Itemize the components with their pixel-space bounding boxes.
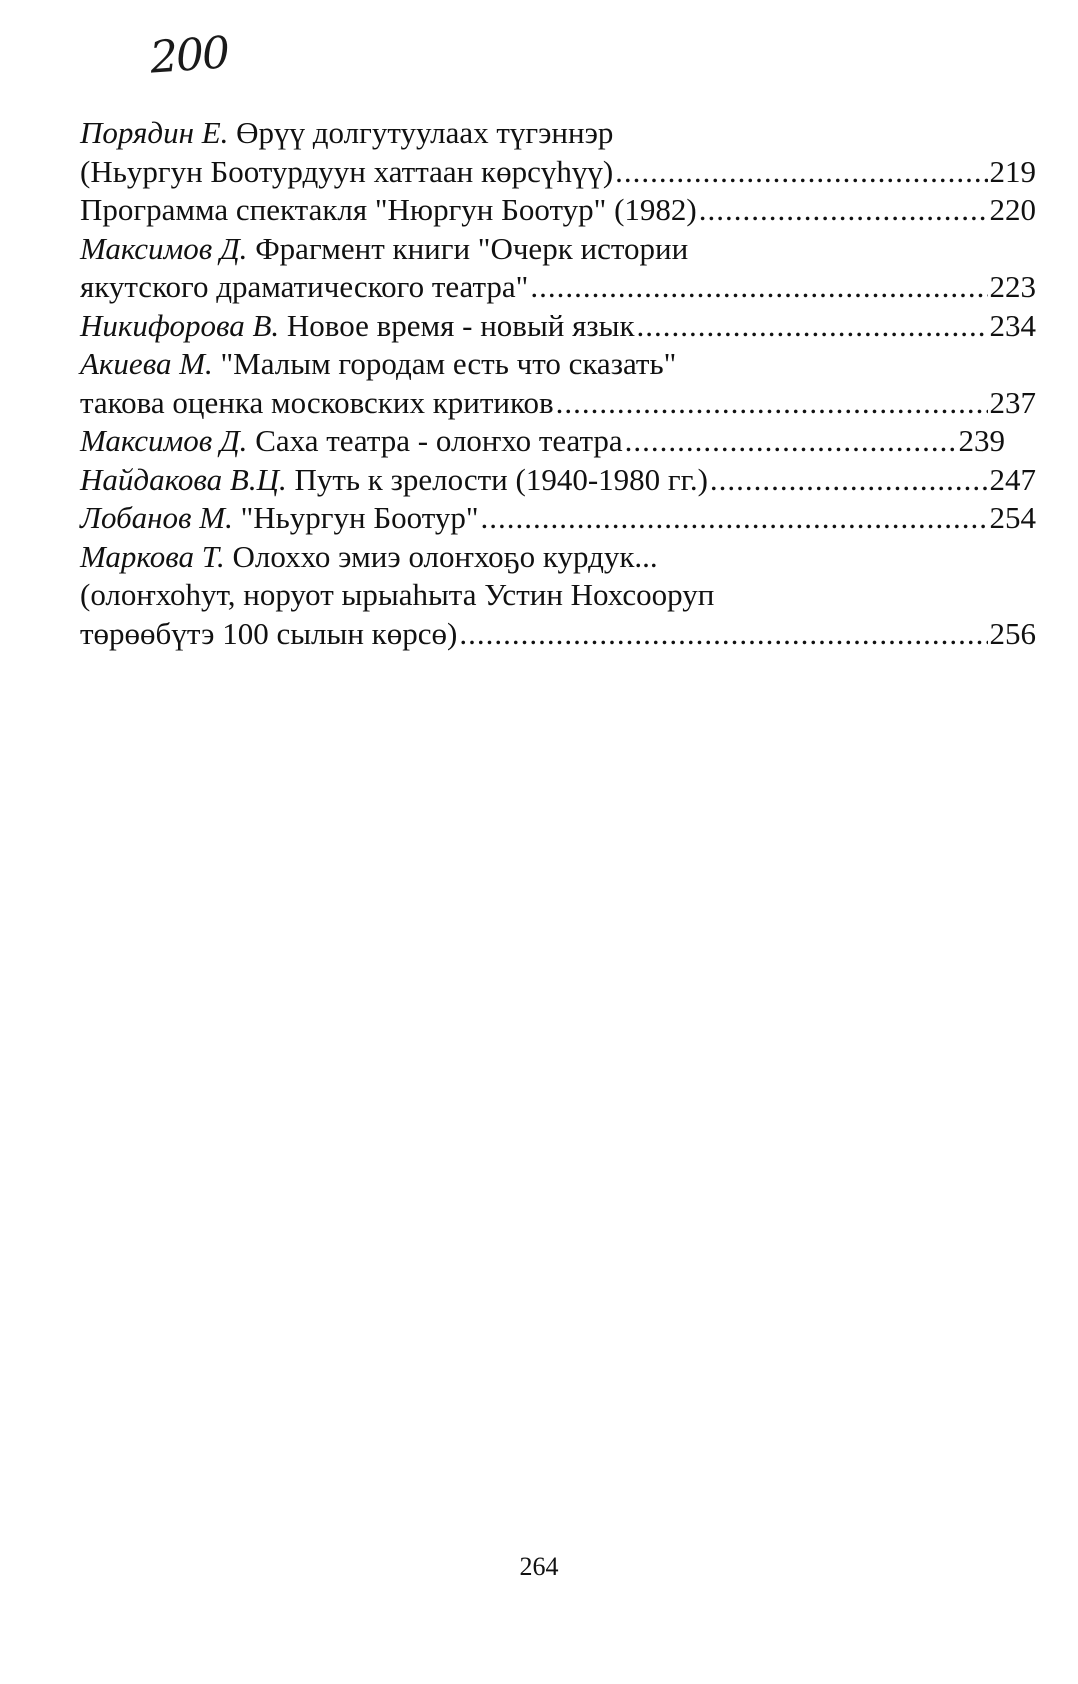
entry-title-line: Путь к зрелости (1940-1980 гг.) (294, 461, 708, 497)
toc-entry (80, 461, 1036, 500)
entry-author: Никифорова В. (80, 307, 280, 343)
toc-entry (80, 114, 1036, 191)
entry-page-number: 256 (989, 615, 1036, 651)
entry-page-number: 234 (989, 307, 1036, 343)
entry-author: Акиева М. (80, 346, 213, 381)
entry-page-number: 223 (989, 269, 1036, 304)
entry-page-number: 220 (989, 192, 1036, 227)
dot-leader (710, 461, 988, 500)
entry-page-number: 237 (989, 384, 1036, 420)
dot-leader (625, 422, 957, 461)
entry-title-line: Программа спектакля "Нюргун Боотур" (1982) (80, 192, 697, 227)
dot-leader (615, 153, 987, 192)
entry-title-line: (Ньургун Боотурдуун хаттаан көрсүһүү) (80, 153, 614, 189)
entry-page-number: 247 (989, 461, 1036, 497)
toc-entry (80, 422, 1036, 461)
toc-entry (80, 191, 1036, 230)
dot-leader (530, 268, 987, 307)
toc-entry (80, 499, 1036, 538)
toc-entry (80, 345, 1036, 422)
entry-title-line: Саха театра - олоҥхо театра (255, 423, 623, 458)
dot-leader (459, 615, 987, 654)
entry-author: Максимов Д. (80, 230, 248, 266)
toc-entry (80, 538, 1036, 654)
entry-title-line: якутского драматического театра" (80, 269, 529, 304)
dot-leader (699, 191, 988, 230)
entry-author: Максимов Д. (80, 423, 248, 458)
table-of-contents (80, 114, 1036, 653)
entry-title-line: (олоҥхоһут, норуот ырыаһыта Устин Нохсооруп (80, 577, 715, 612)
entry-author: Маркова Т. (80, 538, 225, 574)
toc-entry (80, 307, 1036, 346)
entry-author: Лобанов М. (80, 500, 233, 535)
dot-leader (556, 384, 988, 423)
toc-entry (80, 230, 1036, 307)
dot-leader (637, 307, 988, 346)
entry-title-line: "Ньургун Боотур" (240, 500, 479, 535)
entry-page-number: 254 (989, 500, 1036, 535)
entry-page-number: 239 (958, 423, 1005, 458)
page-number: 264 (519, 1552, 559, 1581)
entry-author: Найдакова В.Ц. (80, 461, 287, 497)
entry-title-line: такова оценка московских критиков (80, 384, 554, 420)
entry-page-number: 219 (989, 153, 1036, 189)
dot-leader (481, 499, 988, 538)
entry-title-line: "Малым городам есть что сказать" (220, 346, 677, 381)
entry-title-line: Өрүү долгутуулаах түгэннэр (236, 115, 614, 150)
entry-title-line: Фрагмент книги "Очерк истории (255, 230, 689, 266)
entry-title-line: төрөөбүтэ 100 сылын көрсө) (80, 615, 458, 651)
entry-title-line: Новое время - новый язык (286, 307, 635, 343)
entry-author: Порядин Е. (80, 115, 229, 150)
entry-title-line: Олоххо эмиэ олоҥхоҕо курдук... (232, 538, 658, 574)
handwritten-mark: 200 (148, 27, 230, 84)
